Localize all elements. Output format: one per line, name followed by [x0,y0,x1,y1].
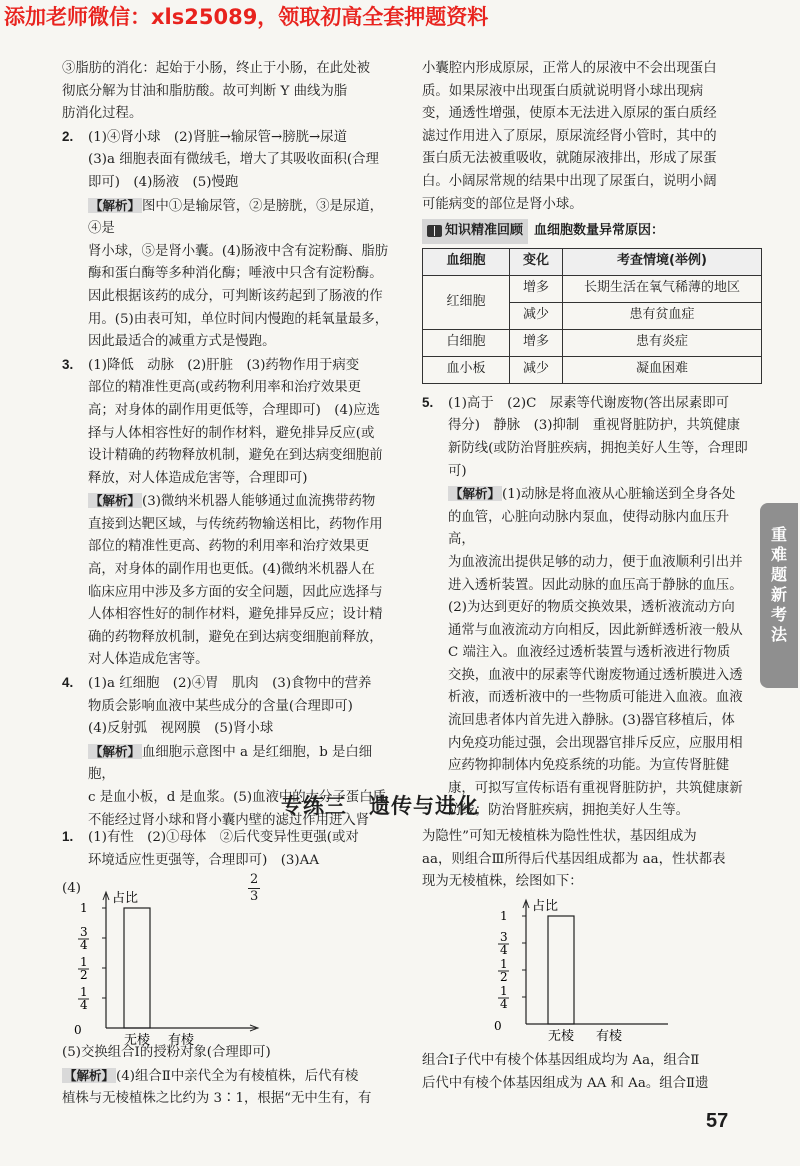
y-tick-label: 1 [500,909,508,923]
svg-text:1: 1 [80,985,88,999]
text-line: 确的药物释放机制，避免在到达病变细胞前释放， [88,629,383,645]
book-icon [427,225,442,237]
y-tick-label: 1 [80,901,88,915]
table-cell: 增多 [510,329,563,356]
text-line: (2)为达到更好的物质交换效果，透析液流动方向 [448,600,735,616]
text-line: 流回患者体内首先进入静脉。(3)器官移植后，体 [448,713,735,729]
text-line: (4)反射弧 视网膜 (5)肾小球 [88,721,274,737]
table-cell: 白细胞 [423,329,510,356]
bottom-right-after [422,1050,752,1095]
y-tick-label [498,957,509,984]
y-tick-label [78,985,89,1012]
question-number: 3. [62,356,74,372]
y-tick-label [78,955,89,982]
category-label: 有棱 [167,1033,195,1048]
text-line: 因此根据该药的成分，可判断该药起到了肠液的作 [88,288,383,304]
text-line: 不能经过肾小球和肾小囊内壁的滤过作用进入肾 [88,812,370,828]
table-cell: 增多 [510,275,563,302]
text-line: 高，对身体的副作用也更低。(4)微纳米机器人在 [88,562,375,578]
text-line: 蛋白质无法被重吸收，就随尿液排出，形成了尿蛋 [422,151,717,167]
bottom-right-column [422,826,752,894]
promo-banner: 添加老师微信：xls25089，领取初高全套押题资料 [4,5,489,29]
fraction-answer: 2 3 [250,872,259,904]
svg-text:2: 2 [500,970,508,984]
text-line: 小囊腔内形成原尿，正常人的尿液中不会出现蛋白 [422,61,717,76]
text-line: (1)④肾小球 (2)肾脏→输尿管→膀胱→尿道 [88,129,348,145]
svg-text:1: 1 [80,955,88,969]
text-line: 为血液流出提供足够的动力，便于血液顺利引出并 [448,554,743,570]
text-line: 析液，而透析液中的一些物质可能进入血液。血液 [448,690,743,706]
side-tab[interactable]: 重难题新考法 [760,503,798,688]
svg-text:1: 1 [500,957,508,971]
text-line: 酶和蛋白酶等多种消化酶；唾液中只含有淀粉酶。 [88,266,383,282]
table-header: 血细胞 [423,248,510,275]
table-header: 变化 [510,248,563,275]
knowledge-review-header [422,219,752,244]
analysis-tag: 【解析】 [450,486,501,502]
y-axis-label: 占比 [112,891,139,906]
text-line: 后代中有棱个体基因组成为 AA 和 Aa。组合Ⅱ遗 [422,1075,709,1091]
bar-chart-left [62,878,262,1050]
answer-4: 4. (1)a 红细胞 (2)④胃 肌肉 (3)食物中的营养 物质会影响血液中某些成分的含量(合理即可) (4)反射弧 视网膜 (5)肾小球 【解析】 血细胞示意图中 a 是红细胞，b 是白细胞， c 是血小板，d 是血浆。(5)血液中的大分子蛋白质 不能经过肾小球和肾小囊内壁的滤过作用进入肾 [62,672,392,832]
analysis-tag: 【解析】 [64,1067,115,1083]
table-cell: 患有贫血症 [563,302,762,329]
text-line: 内免疫功能过强，会出现器官排斥反应，应服用相 [448,735,743,751]
intro-paragraph [62,58,392,126]
text-line: 应药物抑制体内免疫系统的功能。为宣传肾脏健 [448,758,730,774]
text-line: 新防线(或防治肾脏疾病，拥抱美好人生等，合理即可) [448,440,748,479]
category-label: 无棱 [547,1029,575,1044]
table-cell: 减少 [510,302,563,329]
text-line: 部位的精准性更高(或药物利用率和治疗效果更 [88,380,362,396]
text-line: 得分) 静脉 (3)抑制 重视肾脏防护，共筑健康 [448,418,741,434]
answer-2: 2. (1)④肾小球 (2)肾脏→输尿管→膀胱→尿道 (3)a 细胞表面有微绒毛，增大了其吸收面积(合理 即可) (4)肠液 (5)慢跑 【解析】 图中①是输尿管，②是膀胱，③是尿道，④是 肾小球，⑤是肾小囊。(4)肠液中含有淀粉酶、脂肪 酶和蛋白酶等多种消化酶；唾液中只含有淀粉酶。 因此根据该药的成分，可判断该药起到了肠液的作 用。(5)由表可知，单位时间内慢跑的耗氧量最多， 因此最适合的减重方式是慢跑。 [62,126,392,354]
bar-无棱 [124,908,150,1028]
text-line: 组合Ⅰ子代中有棱个体基因组成均为 Aa，组合Ⅱ [422,1053,700,1068]
text-line: 设计精确的药物释放机制，避免在到达病变细胞前 [88,448,383,464]
text-line: 释放，对人体造成危害等，合理即可) [88,470,308,486]
text-line: aa，则组合Ⅲ所得后代基因组成都为 aa，性状都表 [422,851,726,867]
text-line: (1)有性 (2)①母体 ②后代变异性更强(或对 [88,830,359,845]
table-cell: 凝血困难 [563,356,762,383]
table-cell: 血小板 [423,356,510,383]
page-number: 57 [706,1110,729,1132]
bar-无棱 [548,916,574,1024]
table-cell: 患有炎症 [563,329,762,356]
text-line: 直接到达靶区域，与传统药物输送相比，药物作用 [88,516,383,532]
category-label: 无棱 [123,1033,151,1048]
analysis-tag: 【解析】 [90,743,141,759]
right-column [422,58,752,823]
text-line: 防线；防治肾脏疾病，拥抱美好人生等。 [448,803,690,819]
text-line: 植株与无棱植株之比约为 3∶1，根据“无中生有，有 [62,1091,372,1107]
text-line: 物质会影响血液中某些成分的含量(合理即可) [88,698,353,714]
bar-chart-right [488,888,668,1052]
y-tick-label [78,925,89,952]
answer-genetics-1 [62,826,392,872]
answer-3: 3. (1)降低 动脉 (2)肝脏 (3)药物作用于病变 部位的精准性更高(或药物利用率和治疗效果更 高；对身体的副作用更低等，合理即可) (4)应选 择与人体相容性好的制作材料，避免排异反应(或 设计精确的药物释放机制，避免在到达病变细胞前 释放，对人体造成危害等，合理即可) 【解析】 (3)微纳米机器人能够通过血流携带药物 直接到达靶区域，与传统药物输送相比，药物作用 部位的精准性更高、药物的利用率和治疗效果更 高，对身体的副作用也更低。(4)微纳米机器人在 临床应用中涉及多方面的安全问题，因此应选择与 人体相容性好的制作材料，避免排异反应；设计精 确的药物释放机制，避免在到达病变细胞前释放， 对人体造成危害等。 [62,354,392,672]
text-line: 白。小阔尿常规的结果中出现了尿蛋白，说明小阔 [422,173,717,189]
svg-text:3: 3 [80,925,88,939]
text-line: 肪消化过程。 [62,106,143,122]
y-tick-label [498,930,509,957]
text-line: 现为无棱植株，绘图如下： [422,874,583,890]
question-number: 4. [62,675,74,691]
text-line: 临床应用中涉及多方面的安全问题，因此应选择与 [88,584,383,600]
text-line: 即可) (4)肠液 (5)慢跑 [88,174,239,190]
bottom-left-after: (5)交换组合Ⅰ的授粉对象(合理即可) 【解析】 (4)组合Ⅱ中亲代全为有棱植株，后代有棱 植株与无棱植株之比约为 3∶1，根据“无中生有，有 [62,1042,392,1111]
y-tick-label: 0 [74,1023,82,1037]
analysis-tag: 【解析】 [90,197,141,213]
text-line: 进入透析装置。因此动脉的血压高于静脉的血压。 [448,577,743,593]
svg-text:4: 4 [80,938,88,952]
section-title: 专练三 遗传与进化 [281,794,479,818]
text-line: 人体相容性好的制作材料，避免排异反应；设计精 [88,607,383,623]
bottom-left-column [62,826,392,872]
text-line: 质。如果尿液中出现蛋白质就说明肾小球出现病 [422,83,704,99]
table-cell: 减少 [510,356,563,383]
answer-5: 5. (1)高于 (2)C 尿素等代谢废物(答出尿素即可 得分) 静脉 (3)抑制 重视肾脏防护，共筑健康 新防线(或防治肾脏疾病，拥抱美好人生等，合理即可) 【解析】 (1)动脉是将血液从心脏输送到全身各处 的血管，心脏向动脉内泵血，使得动脉内血压升高， 为血液流出提供足够的动力，便于血液顺利引出并 进入透析装置。因此动脉的血压高于静脉的血压。 (2)为达到更好的物质交换效果，透析液流动方向 通常与血液流动方向相反，因此新鲜透析液一般从 C 端注入。血液经过透析装置与透析液进行物质 交换，血液中的尿素等代谢废物通过透析膜进入透 析液，而透析液中的一些物质可能进入血液。血液 流回患者体内首先进入静脉。(3)器官移植后，体 内免疫功能过强，会出现器官排斥反应，应服用相 应药物抑制体内免疫系统的功能。为宣传肾脏健 康，可拟写宣传标语有重视肾脏防护，共筑健康新 防线；防治肾脏疾病，拥抱美好人生等。 [422,392,752,823]
svg-text:4: 4 [80,998,88,1012]
question-number: 5. [422,394,434,410]
question-number: 1. [62,829,74,844]
text-line: 择与人体相容性好的制作材料，避免排异反应(或 [88,425,375,441]
text-line: 的血管，心脏向动脉内泵血，使得动脉内血压升高， [448,509,730,548]
y-tick-label: 0 [494,1019,502,1033]
table-cell: 长期生活在氧气稀薄的地区 [563,275,762,302]
text-line: 为隐性”可知无棱植株为隐性性状，基因组成为 [422,829,697,844]
question-number: 2. [62,128,74,144]
text-line: (3)a 细胞表面有微绒毛，增大了其吸收面积(合理 [88,152,379,168]
table-row [423,329,762,356]
text-line: 变，通透性增强，使原本无法进入原尿的蛋白质经 [422,106,717,122]
category-label: 有棱 [595,1029,623,1044]
text-line: 可能病变的部位是肾小球。 [422,196,583,212]
y-tick-label [498,984,509,1011]
table-row [423,356,762,383]
text-line: 滤过作用进入了原尿，原尿流经肾小管时，其中的 [422,128,717,144]
y-axis-label: 占比 [532,899,559,914]
blood-cell-table [422,248,762,384]
table-header: 考查情境(举例) [563,248,762,275]
left-column [62,58,392,832]
svg-text:3: 3 [500,930,508,944]
analysis-tag: 【解析】 [90,493,141,509]
text-line: ③脂肪的消化：起始于小肠，终止于小肠，在此处被 [62,61,370,76]
text-line: (1)降低 动脉 (2)肝脏 (3)药物作用于病变 [88,357,360,373]
text-line: 因此最适合的减重方式是慢跑。 [88,334,276,350]
q4-label: (4) [62,881,81,896]
text-line: 通常与血液流动方向相反，因此新鲜透析液一般从 [448,622,743,638]
text-line: (1)高于 (2)C 尿素等代谢废物(答出尿素即可 [448,395,730,411]
text-line: 部位的精准性更高、药物的利用率和治疗效果更 [88,539,370,555]
text-line: c 是血小板，d 是血浆。(5)血液中的大分子蛋白质 [88,790,386,805]
text-line: 环境适应性更强等，合理即可) (3)AA [88,852,320,868]
svg-text:1: 1 [500,984,508,998]
text-line: 康，可拟写宣传标语有重视肾脏防护，共筑健康新 [448,780,743,796]
text-line: C 端注入。血液经过透析装置与透析液进行物质 [448,645,731,661]
svg-text:2: 2 [80,968,88,982]
text-line: 高；对身体的副作用更低等，合理即可) (4)应选 [88,402,381,418]
text-line: 交换，血液中的尿素等代谢废物通过透析膜进入透 [448,667,743,683]
table-row [423,275,762,302]
text-line: 用。(5)由表可知，单位时间内慢跑的耗氧量最多， [88,311,389,327]
knowledge-title: 血细胞数量异常原因： [534,223,665,239]
text-line: 彻底分解为甘油和脂肪酸。故可判断 Y 曲线为脂 [62,83,348,99]
text-line: 对人体造成危害等。 [88,652,209,668]
continued-paragraph [422,58,752,216]
svg-text:4: 4 [500,997,508,1011]
text-line: 肾小球，⑤是肾小囊。(4)肠液中含有淀粉酶、脂肪 [88,243,389,259]
table-cell: 红细胞 [423,275,510,329]
text-line: (1)a 红细胞 (2)④胃 肌肉 (3)食物中的营养 [88,676,372,692]
knowledge-badge: 知识精准回顾 [422,219,528,244]
svg-text:4: 4 [500,943,508,957]
